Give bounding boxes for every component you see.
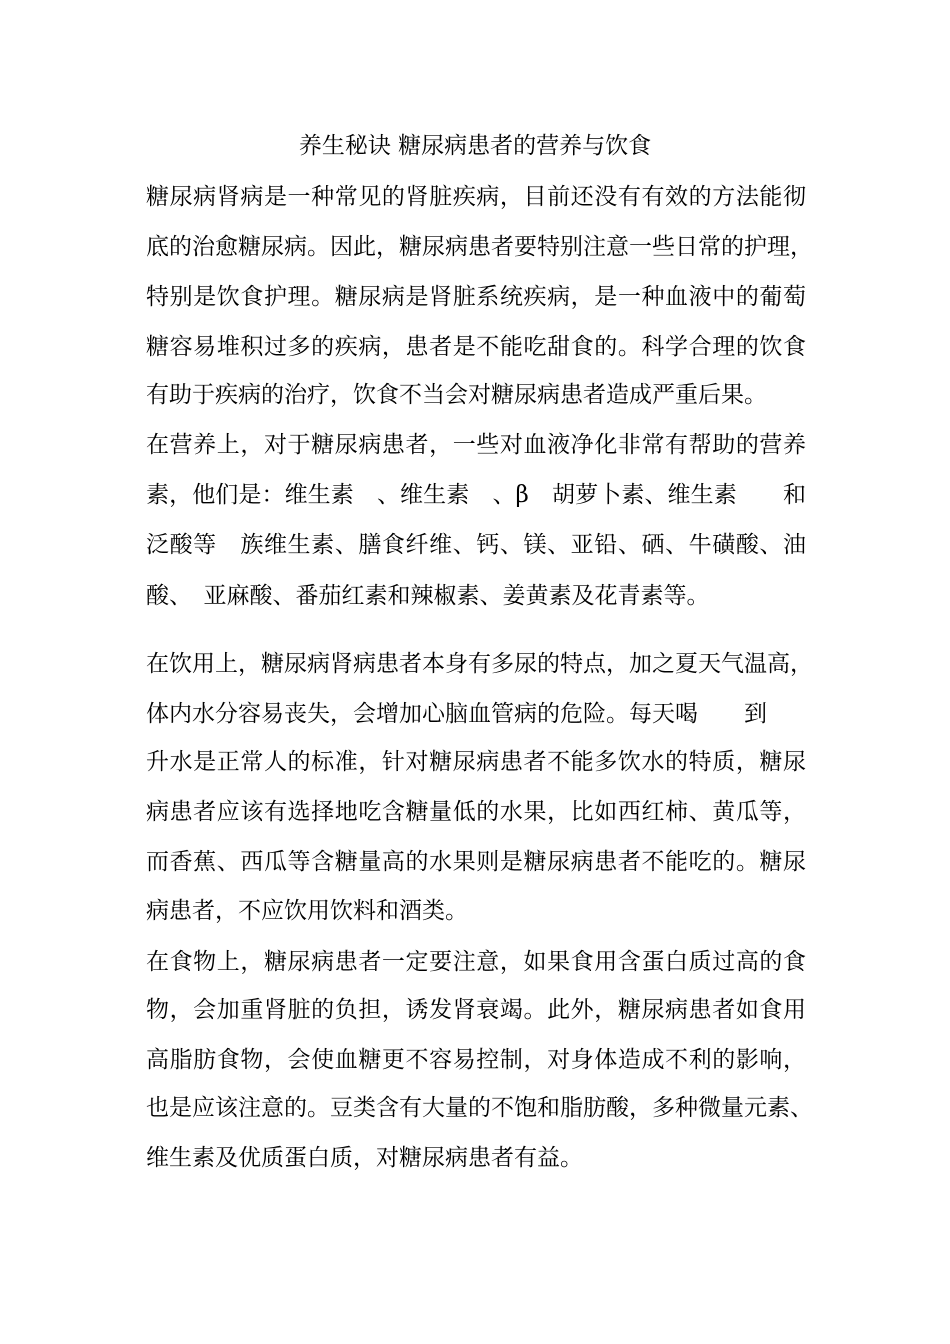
text-line: 在饮用上，糖尿病肾病患者本身有多尿的特点，加之夏天气温高， — [146, 651, 813, 677]
text-line: 特别是饮食护理。糖尿病是肾脏系统疾病，是一种血液中的葡萄 — [146, 284, 806, 310]
text-line: 酸、 亚麻酸、番茄红素和辣椒素、姜黄素及花青素等。 — [146, 583, 710, 609]
text-line: 糖容易堆积过多的疾病，患者是不能吃甜食的。科学合理的饮食 — [146, 334, 806, 360]
text-line: 也是应该注意的。豆类含有大量的不饱和脂肪酸，多种微量元素、 — [146, 1095, 813, 1121]
text-line: 病患者应该有选择地吃含糖量低的水果，比如西红柿、黄瓜等， — [146, 799, 806, 825]
text-line: 物，会加重肾脏的负担，诱发肾衰竭。此外，糖尿病患者如食用 — [146, 997, 806, 1023]
text-line: 升水是正常人的标准，针对糖尿病患者不能多饮水的特质，糖尿 — [146, 749, 806, 775]
text-line: 病患者，不应饮用饮料和酒类。 — [146, 898, 468, 924]
text-line: 在食物上，糖尿病患者一定要注意，如果食用含蛋白质过高的食 — [146, 949, 806, 975]
text-line: 底的治愈糖尿病。因此，糖尿病患者要特别注意一些日常的护理， — [146, 234, 813, 260]
text-line: 体内水分容易丧失，会增加心脑血管病的危险。每天喝 到 — [146, 701, 767, 727]
text-line: 维生素及优质蛋白质，对糖尿病患者有益。 — [146, 1145, 583, 1171]
text-line: 素，他们是：维生素 、维生素 、β 胡萝卜素、维生素 和 — [146, 482, 806, 508]
document-title: 养生秘诀 糖尿病患者的营养与饮食 — [298, 133, 652, 159]
text-line: 在营养上，对于糖尿病患者，一些对血液净化非常有帮助的营养 — [146, 432, 806, 458]
text-line: 泛酸等 族维生素、膳食纤维、钙、镁、亚铅、硒、牛磺酸、油 — [146, 532, 806, 558]
text-line: 糖尿病肾病是一种常见的肾脏疾病，目前还没有有效的方法能彻 — [146, 184, 806, 210]
text-line: 有助于疾病的治疗，饮食不当会对糖尿病患者造成严重后果。 — [146, 382, 767, 408]
text-line: 高脂肪食物，会使血糖更不容易控制，对身体造成不利的影响， — [146, 1047, 806, 1073]
text-line: 而香蕉、西瓜等含糖量高的水果则是糖尿病患者不能吃的。糖尿 — [146, 849, 806, 875]
